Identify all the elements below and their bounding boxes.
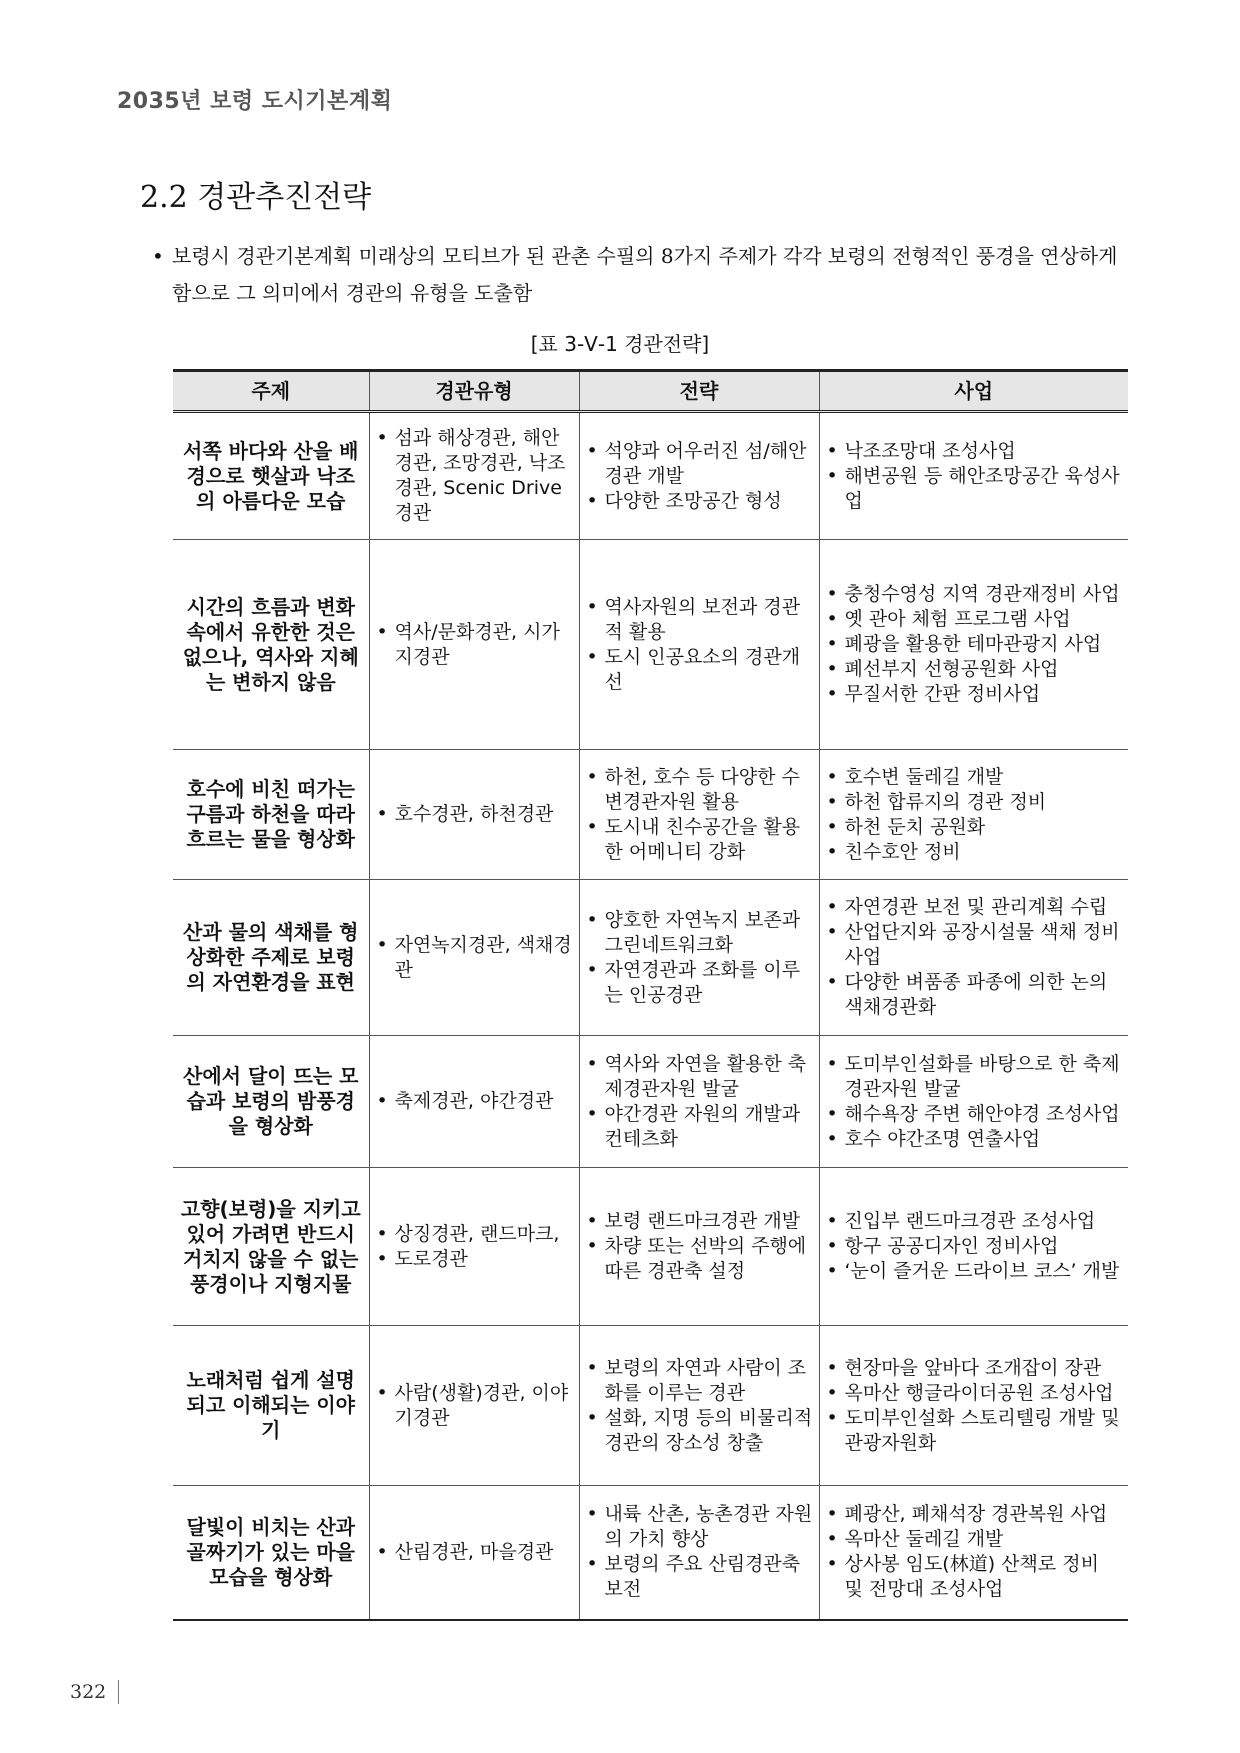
strategy-cell	[579, 412, 819, 540]
theme-cell: 달빛이 비치는 산과 골짜기가 있는 마을 모습을 형상화	[173, 1486, 369, 1620]
header-project: 사업	[819, 371, 1128, 412]
landscape-type-item: • 상징경관, 랜드마크,	[375, 1222, 574, 1247]
table-body	[173, 412, 1128, 1620]
landscape-type-item: • 도로경관	[375, 1247, 574, 1272]
strategy-cell	[579, 880, 819, 1036]
landscape-type-list	[375, 1222, 574, 1272]
landscape-type-list	[375, 1540, 574, 1565]
project-item: • 해변공원 등 해안조망공간 육성사업	[825, 464, 1124, 514]
bullet-icon: •	[152, 244, 164, 268]
project-item: • 무질서한 간판 정비사업	[825, 682, 1124, 707]
project-item: • 친수호안 정비	[825, 840, 1124, 865]
project-list	[825, 439, 1124, 514]
strategy-cell	[579, 1486, 819, 1620]
project-item: • 도미부인설화 스토리텔링 개발 및 관광자원화	[825, 1406, 1124, 1456]
project-cell	[819, 1486, 1128, 1620]
table-header-row	[173, 371, 1128, 412]
intro-paragraph	[152, 238, 1132, 312]
strategy-item: • 보령의 주요 산림경관축 보전	[585, 1552, 814, 1602]
strategy-item: • 야간경관 자원의 개발과 컨테츠화	[585, 1102, 814, 1152]
project-item: • 현장마을 앞바다 조개잡이 장관	[825, 1356, 1124, 1381]
strategy-item: • 내륙 산촌, 농촌경관 자원의 가치 향상	[585, 1502, 814, 1552]
landscape-type-cell	[369, 540, 579, 750]
landscape-type-list	[375, 933, 574, 983]
strategy-item: • 보령의 자연과 사람이 조화를 이루는 경관	[585, 1356, 814, 1406]
project-list	[825, 582, 1124, 707]
project-cell	[819, 880, 1128, 1036]
project-item: • 옥마산 행글라이더공원 조성사업	[825, 1381, 1124, 1406]
project-cell	[819, 540, 1128, 750]
strategy-item: • 차량 또는 선박의 주행에 따른 경관축 설정	[585, 1234, 814, 1284]
table-row	[173, 412, 1128, 540]
strategy-list	[585, 1209, 814, 1284]
project-item: • 옥마산 둘레길 개발	[825, 1527, 1124, 1552]
table-row	[173, 880, 1128, 1036]
project-item: • ‘눈이 즐거운 드라이브 코스’ 개발	[825, 1259, 1124, 1284]
page-number: 322	[70, 1681, 107, 1703]
landscape-type-item: • 자연녹지경관, 색채경관	[375, 933, 574, 983]
landscape-type-item: • 사람(생활)경관, 이야기경관	[375, 1381, 574, 1431]
project-list	[825, 765, 1124, 865]
theme-cell: 산과 물의 색채를 형상화한 주제로 보령의 자연환경을 표현	[173, 880, 369, 1036]
project-cell	[819, 750, 1128, 880]
strategy-list	[585, 908, 814, 1008]
strategy-list	[585, 765, 814, 865]
project-item: • 호수변 둘레길 개발	[825, 765, 1124, 790]
project-list	[825, 1052, 1124, 1152]
landscape-type-cell	[369, 412, 579, 540]
strategy-item: • 하천, 호수 등 다양한 수변경관자원 활용	[585, 765, 814, 815]
header-strategy: 전략	[579, 371, 819, 412]
project-item: • 해수욕장 주변 해안야경 조성사업	[825, 1102, 1124, 1127]
project-item: • 도미부인설화를 바탕으로 한 축제경관자원 발굴	[825, 1052, 1124, 1102]
landscape-type-item: • 역사/문화경관, 시가지경관	[375, 620, 574, 670]
strategy-item: • 역사와 자연을 활용한 축제경관자원 발굴	[585, 1052, 814, 1102]
landscape-type-item: • 산림경관, 마을경관	[375, 1540, 574, 1565]
project-item: • 충청수영성 지역 경관재정비 사업	[825, 582, 1124, 607]
table-row	[173, 540, 1128, 750]
strategy-cell	[579, 1326, 819, 1486]
landscape-type-list	[375, 1089, 574, 1114]
landscape-type-item: • 호수경관, 하천경관	[375, 802, 574, 827]
theme-cell: 노래처럼 쉽게 설명되고 이해되는 이야기	[173, 1326, 369, 1486]
strategy-list	[585, 1502, 814, 1602]
landscape-type-list	[375, 426, 574, 526]
project-item: • 산업단지와 공장시설물 색채 정비사업	[825, 920, 1124, 970]
strategy-list	[585, 1356, 814, 1456]
landscape-type-list	[375, 802, 574, 827]
table-row	[173, 1486, 1128, 1620]
strategy-item: • 설화, 지명 등의 비물리적 경관의 장소성 창출	[585, 1406, 814, 1456]
landscape-type-cell	[369, 1036, 579, 1168]
landscape-type-cell	[369, 1168, 579, 1326]
project-cell	[819, 412, 1128, 540]
project-cell	[819, 1036, 1128, 1168]
strategy-cell	[579, 540, 819, 750]
theme-cell: 고향(보령)을 지키고 있어 가려면 반드시 거치지 않을 수 없는 풍경이나 지형지물	[173, 1168, 369, 1326]
table-caption: [표 3-Ⅴ-1 경관전략]	[530, 332, 710, 356]
strategy-list	[585, 439, 814, 514]
project-item: • 자연경관 보전 및 관리계획 수립	[825, 895, 1124, 920]
project-item: • 다양한 벼품종 파종에 의한 논의 색채경관화	[825, 970, 1124, 1020]
strategy-item: • 도시 인공요소의 경관개선	[585, 645, 814, 695]
landscape-type-list	[375, 620, 574, 670]
strategy-cell	[579, 1036, 819, 1168]
project-item: • 항구 공공디자인 정비사업	[825, 1234, 1124, 1259]
landscape-type-cell	[369, 1326, 579, 1486]
running-header-title: 2035년 보령 도시기본계획	[117, 89, 393, 114]
table-row	[173, 1036, 1128, 1168]
strategy-list	[585, 595, 814, 695]
strategy-item: • 자연경관과 조화를 이루는 인공경관	[585, 958, 814, 1008]
project-list	[825, 1209, 1124, 1284]
strategy-cell	[579, 1168, 819, 1326]
project-item: • 낙조조망대 조성사업	[825, 439, 1124, 464]
strategy-item: • 도시내 친수공간을 활용한 어메니티 강화	[585, 815, 814, 865]
landscape-type-item: • 섬과 해상경관, 해안경관, 조망경관, 낙조경관, Scenic Drive경관	[375, 426, 574, 526]
landscape-type-cell	[369, 880, 579, 1036]
project-cell	[819, 1326, 1128, 1486]
project-item: • 진입부 랜드마크경관 조성사업	[825, 1209, 1124, 1234]
strategy-item: • 역사자원의 보전과 경관적 활용	[585, 595, 814, 645]
theme-cell: 시간의 흐름과 변화 속에서 유한한 것은 없으나, 역사와 지혜는 변하지 않음	[173, 540, 369, 750]
footer-divider	[118, 1680, 119, 1704]
strategy-item: • 석양과 어우러진 섬/해안경관 개발	[585, 439, 814, 489]
table-row	[173, 1168, 1128, 1326]
project-list	[825, 1502, 1124, 1602]
strategy-list	[585, 1052, 814, 1152]
project-item: • 호수 야간조명 연출사업	[825, 1127, 1124, 1152]
project-item: • 하천 합류지의 경관 정비	[825, 790, 1124, 815]
theme-cell: 서쪽 바다와 산을 배경으로 햇살과 낙조의 아름다운 모습	[173, 412, 369, 540]
intro-text: 보령시 경관기본계획 미래상의 모티브가 된 관촌 수필의 8가지 주제가 각각 보령의 전형적인 풍경을 연상하게 함으로 그 의미에서 경관의 유형을 도출함	[172, 244, 1118, 305]
project-list	[825, 895, 1124, 1020]
project-item: • 상사봉 임도(林道) 산책로 정비 및 전망대 조성사업	[825, 1552, 1124, 1602]
project-item: • 폐광을 활용한 테마관광지 사업	[825, 632, 1124, 657]
strategy-item: • 양호한 자연녹지 보존과 그린네트워크화	[585, 908, 814, 958]
table-row	[173, 1326, 1128, 1486]
landscape-type-cell	[369, 750, 579, 880]
project-item: • 폐광산, 폐채석장 경관복원 사업	[825, 1502, 1124, 1527]
project-list	[825, 1356, 1124, 1456]
header-theme: 주제	[173, 371, 369, 412]
project-item: • 옛 관아 체험 프로그램 사업	[825, 607, 1124, 632]
section-title: 2.2 경관추진전략	[140, 180, 372, 215]
theme-cell: 산에서 달이 뜨는 모습과 보령의 밤풍경을 형상화	[173, 1036, 369, 1168]
project-item: • 폐선부지 선형공원화 사업	[825, 657, 1124, 682]
table-row	[173, 750, 1128, 880]
strategy-item: • 다양한 조망공간 형성	[585, 489, 814, 514]
strategy-cell	[579, 750, 819, 880]
landscape-type-cell	[369, 1486, 579, 1620]
theme-cell: 호수에 비친 떠가는 구름과 하천을 따라 흐르는 물을 형상화	[173, 750, 369, 880]
landscape-type-list	[375, 1381, 574, 1431]
project-cell	[819, 1168, 1128, 1326]
landscape-type-item: • 축제경관, 야간경관	[375, 1089, 574, 1114]
header-landscape-type: 경관유형	[369, 371, 579, 412]
project-item: • 하천 둔치 공원화	[825, 815, 1124, 840]
landscape-strategy-table	[173, 369, 1128, 1621]
strategy-item: • 보령 랜드마크경관 개발	[585, 1209, 814, 1234]
